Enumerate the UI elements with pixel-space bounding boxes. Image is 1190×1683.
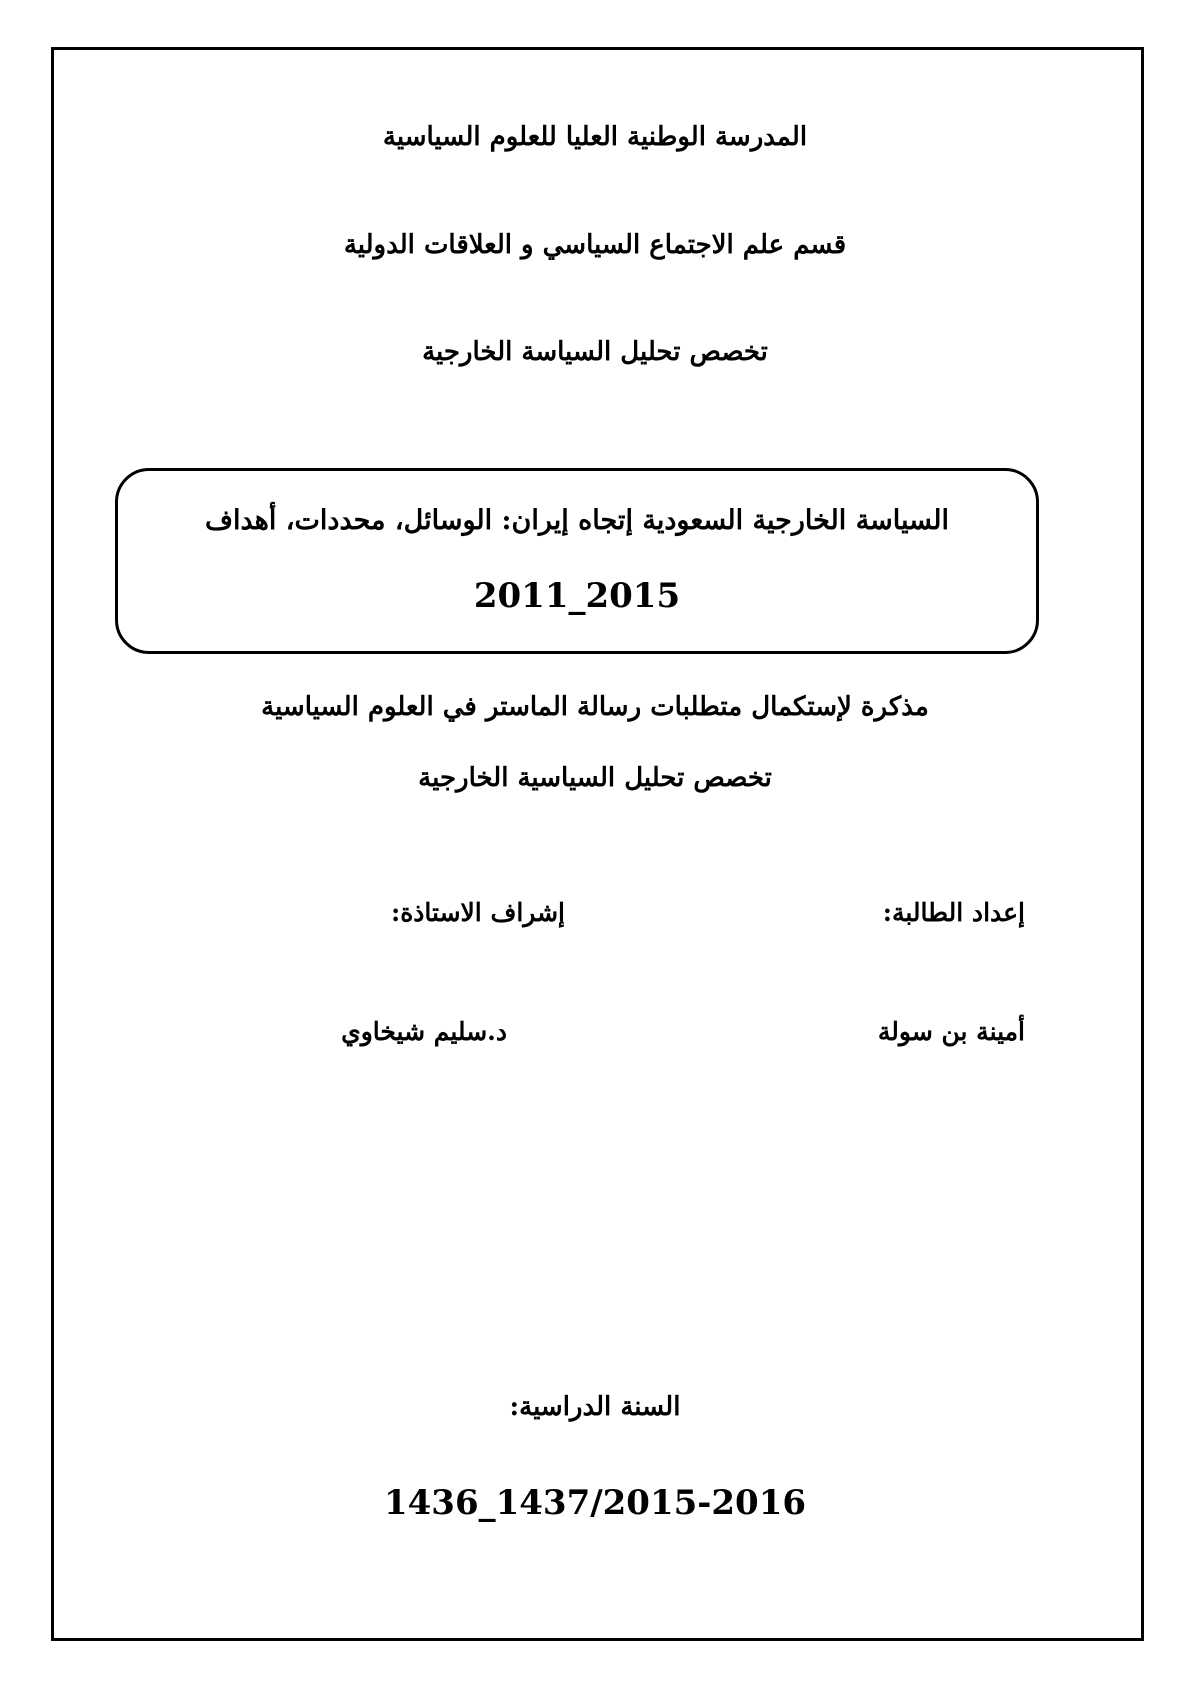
student-label: إعداد الطالبة: (882, 898, 1025, 927)
student-name: أمينة بن سولة (877, 1017, 1025, 1046)
thesis-specialty: تخصص تحليل السياسية الخارجية (418, 763, 772, 793)
thesis-title-box (115, 468, 1039, 654)
department-name: قسم علم الاجتماع السياسي و العلاقات الدولية (343, 230, 847, 260)
school-name: المدرسة الوطنية العليا للعلوم السياسية (382, 122, 808, 152)
thesis-title: السياسة الخارجية السعودية إتجاه إيران: الوسائل، محددات، أهداف (205, 505, 949, 536)
supervisor-name: د.سليم شيخاوي (341, 1017, 507, 1046)
specialty-name: تخصص تحليل السياسة الخارجية (422, 337, 768, 367)
supervisor-label: إشراف الاستاذة: (390, 898, 565, 927)
academic-year-label: السنة الدراسية: (509, 1392, 681, 1422)
thesis-period: 2011_2015 (473, 576, 681, 616)
academic-year-value: 1436_1437/2015-2016 (383, 1483, 807, 1523)
thesis-purpose: مذكرة لإستكمال متطلبات رسالة الماستر في العلوم السياسية (261, 692, 929, 722)
